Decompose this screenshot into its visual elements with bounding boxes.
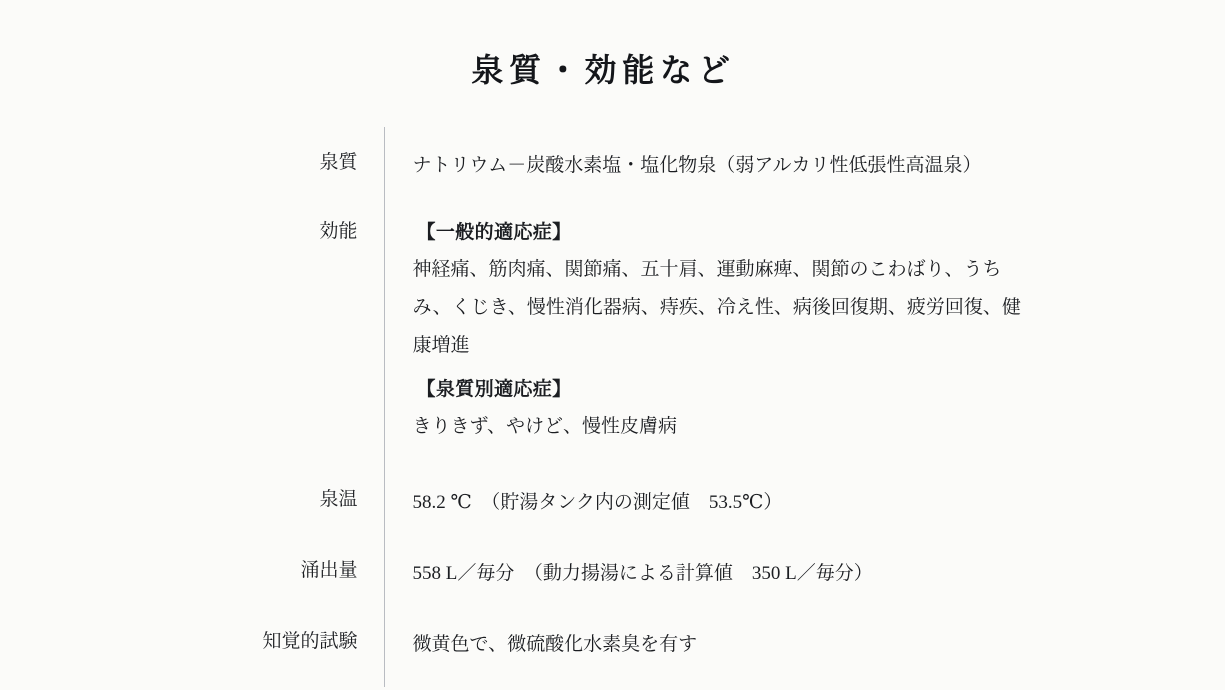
- row-label-sensitsu: 泉質: [198, 127, 385, 194]
- table-row: [198, 606, 1028, 687]
- table-row: [198, 535, 1028, 606]
- general-indications-text: 神経痛、筋肉痛、関節痛、五十肩、運動麻痺、関節のこわばり、うちみ、くじき、慢性消化器病、痔疾、冷え性、病後回復期、疲労回復、健康増進: [412, 258, 1021, 356]
- table-row: [198, 127, 1028, 194]
- specific-indications-heading: 【泉質別適応症】: [416, 378, 572, 400]
- row-value-yushutsuryo: 558 L／毎分 （動力揚湯による計算値 350 L／毎分）: [412, 562, 873, 584]
- general-indications-heading: 【一般的適応症】: [416, 221, 572, 243]
- spec-table: [198, 127, 1028, 687]
- table-row: [198, 464, 1028, 535]
- table-row: [198, 194, 1028, 464]
- row-value-kouno: [384, 194, 1028, 464]
- page-title: 泉質・効能など: [471, 52, 736, 88]
- row-label-chikakuteki-shiken: 知覚的試験: [198, 606, 385, 687]
- row-label-senon: 泉温: [198, 464, 385, 535]
- row-value-chikakuteki-shiken: 微黄色で、微硫酸化水素臭を有す: [412, 634, 698, 656]
- row-value-senon: 58.2 ℃ （貯湯タンク内の測定値 53.5℃）: [412, 491, 783, 513]
- row-label-yushutsuryo: 涌出量: [198, 535, 385, 606]
- row-value-sensitsu: ナトリウム－炭酸水素塩・塩化物泉（弱アルカリ性低張性高温泉）: [412, 154, 982, 176]
- row-label-kouno: 効能: [198, 194, 385, 464]
- specific-indications-text: きりきず、やけど、慢性皮膚病: [412, 415, 677, 437]
